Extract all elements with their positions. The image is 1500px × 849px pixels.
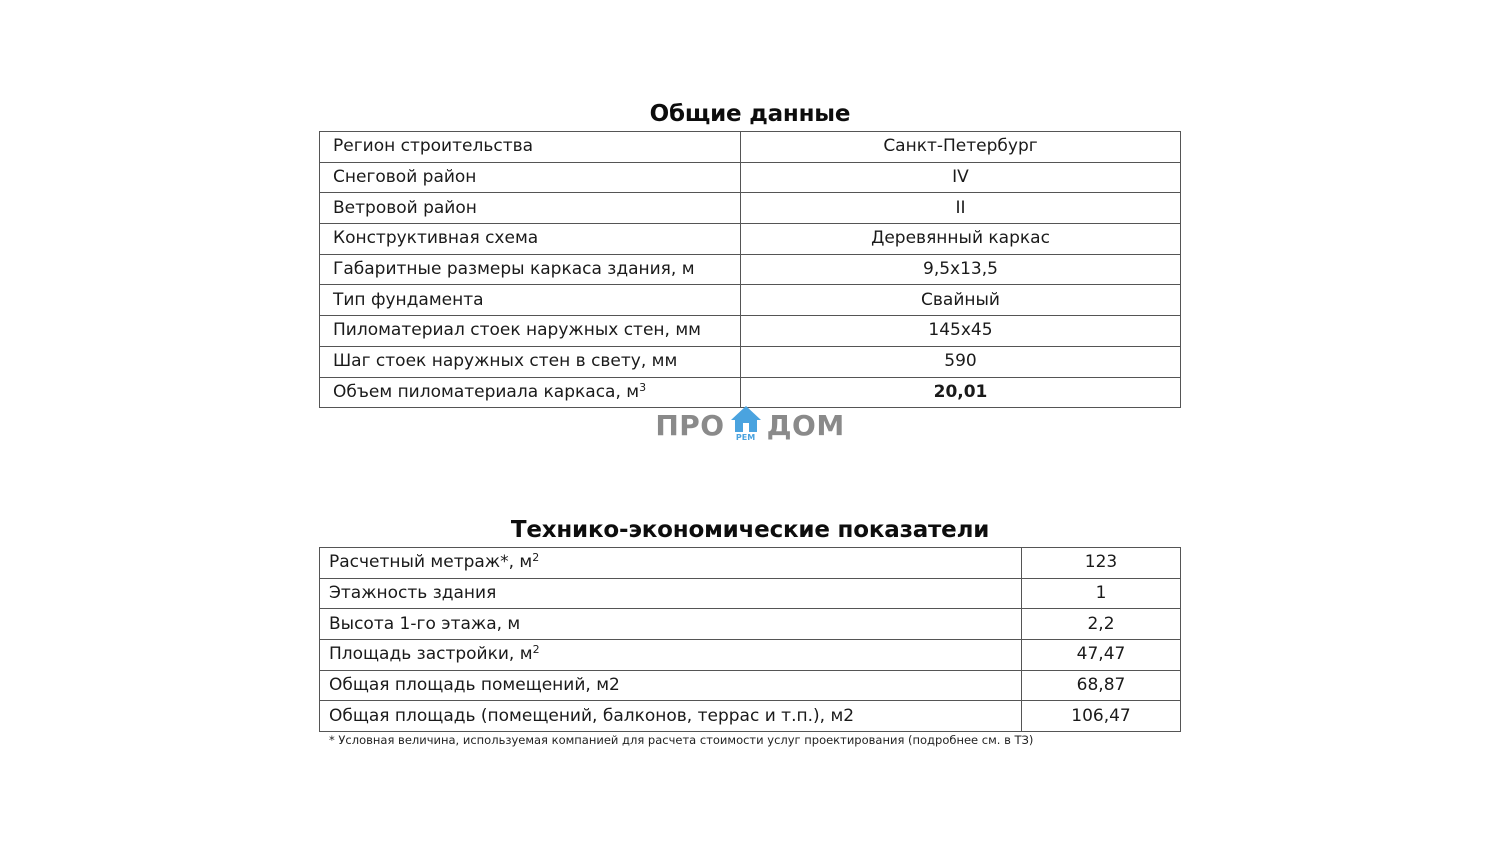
general-data-title: Общие данные (649, 101, 851, 127)
logo-small-text: РЕМ (735, 433, 756, 442)
row-label: Пиломатериал стоек наружных стен, мм (320, 316, 741, 347)
row-label: Тип фундамента (320, 285, 741, 316)
logo-text-left: ПРО (655, 408, 725, 442)
table-row (320, 578, 1181, 609)
row-value: IV (741, 162, 1181, 193)
table-row (320, 609, 1181, 640)
row-label: Снеговой район (320, 162, 741, 193)
tep-title: Технико-экономические показатели (510, 517, 990, 543)
table-row (320, 548, 1181, 579)
table-row (320, 640, 1181, 671)
row-label: Шаг стоек наружных стен в свету, мм (320, 346, 741, 377)
row-label: Общая площадь помещений, м2 (320, 670, 1022, 701)
table-row (320, 285, 1181, 316)
row-label: Конструктивная схема (320, 224, 741, 255)
unit-superscript: 2 (532, 551, 540, 565)
row-label: Объем пиломатериала каркаса, м (333, 381, 640, 402)
general-data-table (319, 131, 1181, 408)
footnote: * Условная величина, используемая компанией для расчета стоимости услуг проектирования (подробнее см. в ТЗ) (329, 733, 1034, 747)
row-value: 2,2 (1022, 609, 1181, 640)
row-value: 1 (1022, 578, 1181, 609)
table-row (320, 132, 1181, 163)
table-row (320, 346, 1181, 377)
table-row (320, 162, 1181, 193)
row-label: Площадь застройки, м (329, 644, 533, 665)
table-row (320, 701, 1181, 732)
row-value: 47,47 (1022, 640, 1181, 671)
row-value: 590 (741, 346, 1181, 377)
row-label: Ветровой район (320, 193, 741, 224)
row-label-cell (320, 640, 1022, 671)
row-label: Высота 1-го этажа, м (320, 609, 1022, 640)
logo-text-right: ДОМ (766, 408, 845, 442)
table-row (320, 316, 1181, 347)
tep-table (319, 547, 1181, 732)
row-value: 145х45 (741, 316, 1181, 347)
row-value: 20,01 (741, 377, 1181, 408)
unit-superscript: 3 (639, 380, 647, 394)
row-value: Деревянный каркас (741, 224, 1181, 255)
row-value: 68,87 (1022, 670, 1181, 701)
table-row (320, 254, 1181, 285)
row-value: Свайный (741, 285, 1181, 316)
row-label: Общая площадь (помещений, балконов, террас и т.п.), м2 (320, 701, 1022, 732)
row-value: 106,47 (1022, 701, 1181, 732)
row-label-cell (320, 548, 1022, 579)
house-icon (729, 404, 763, 446)
row-label: Расчетный метраж*, м (329, 552, 533, 573)
table-row (320, 193, 1181, 224)
row-value: II (741, 193, 1181, 224)
company-logo (650, 404, 850, 446)
row-value: 9,5х13,5 (741, 254, 1181, 285)
row-value: Санкт-Петербург (741, 132, 1181, 163)
row-label: Регион строительства (320, 132, 741, 163)
unit-superscript: 2 (532, 643, 540, 657)
table-row (320, 670, 1181, 701)
row-label: Этажность здания (320, 578, 1022, 609)
table-row (320, 224, 1181, 255)
row-value: 123 (1022, 548, 1181, 579)
row-label: Габаритные размеры каркаса здания, м (320, 254, 741, 285)
